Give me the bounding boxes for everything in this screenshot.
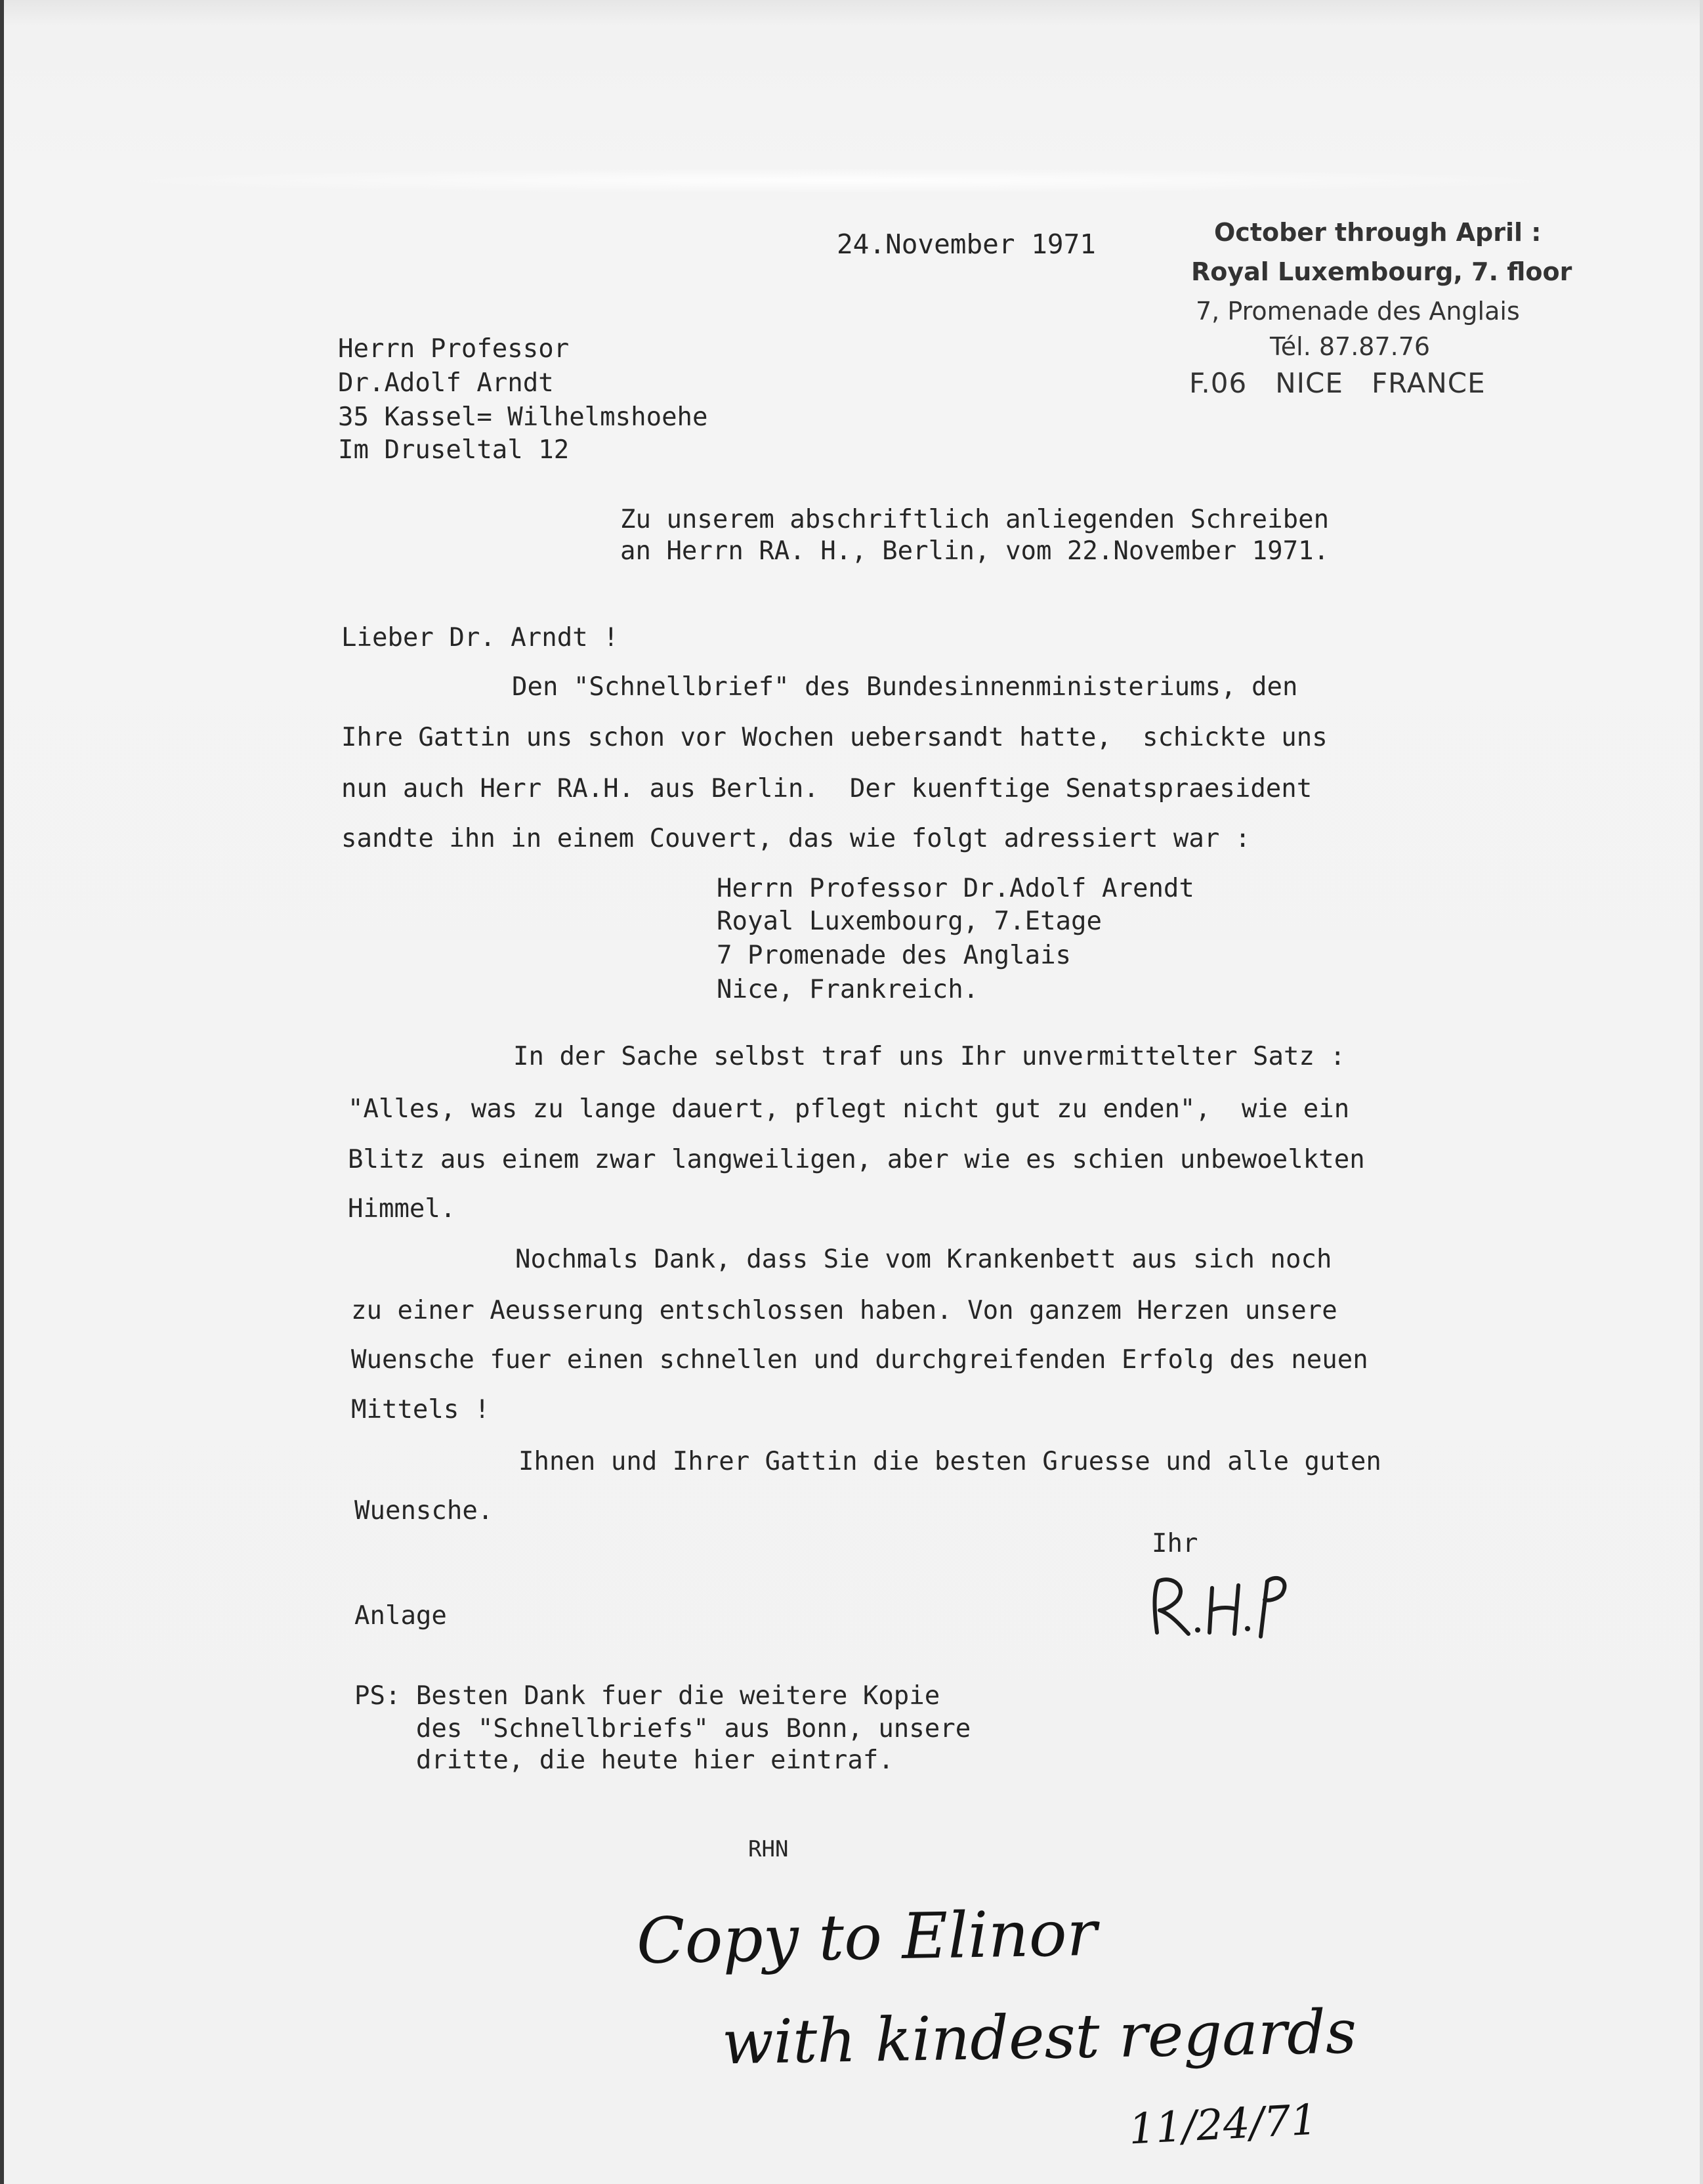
paragraph-line: "Alles, was zu lange dauert, pflegt nicht gut zu enden", wie ein — [348, 1094, 1350, 1124]
letterhead-line-3: 7, Promenade des Anglais — [1196, 297, 1520, 326]
letterhead-line-1: October through April : — [1214, 218, 1542, 247]
letter-date: 24.November 1971 — [837, 228, 1096, 260]
envelope-line: Royal Luxembourg, 7.Etage — [717, 907, 1102, 936]
recipient-line-2: Dr.Adolf Arndt — [338, 368, 554, 398]
paper-crease — [85, 167, 1595, 194]
paragraph-line: sandte ihn in einem Couvert, das wie folgt adressiert war : — [341, 824, 1251, 853]
letterhead-line-2: Royal Luxembourg, 7. floor — [1191, 257, 1572, 286]
scan-edge-left — [0, 0, 4, 2184]
salutation: Lieber Dr. Arndt ! — [341, 623, 619, 653]
paragraph-line: Himmel. — [348, 1194, 456, 1224]
handwritten-date: 11/24/71 — [1127, 2095, 1319, 2154]
postscript-line: dritte, die heute hier eintraf. — [354, 1745, 894, 1775]
paragraph-line: Wuensche. — [354, 1496, 494, 1526]
handwritten-line-1: Copy to Elinor — [636, 1896, 1098, 1979]
paragraph-line: Nochmals Dank, dass Sie vom Krankenbett aus sich noch — [515, 1245, 1332, 1274]
letterhead-line-5: F.06 NICE FRANCE — [1189, 367, 1486, 399]
paragraph-line: nun auch Herr RA.H. aus Berlin. Der kuenftige Senatspraesident — [341, 774, 1313, 803]
envelope-line: 7 Promenade des Anglais — [717, 941, 1072, 970]
recipient-line-4: Im Druseltal 12 — [338, 435, 570, 465]
handwritten-line-2: with kindest regards — [721, 1996, 1357, 2078]
postscript-line: PS: Besten Dank fuer die weitere Kopie — [354, 1681, 940, 1711]
paragraph-line: Den "Schnellbrief" des Bundesinnenministeriums, den — [512, 672, 1298, 702]
paragraph-line: zu einer Aeusserung entschlossen haben. Von ganzem Herzen unsere — [351, 1296, 1337, 1325]
typist-initials: RHN — [748, 1836, 789, 1862]
signature-mark — [1145, 1572, 1296, 1644]
paragraph-line: Wuensche fuer einen schnellen und durchgreifenden Erfolg des neuen — [351, 1345, 1368, 1375]
enclosure-label: Anlage — [354, 1601, 447, 1631]
paragraph-line: Blitz aus einem zwar langweiligen, aber wie es schien unbewoelkten — [348, 1145, 1365, 1174]
paragraph-line: Ihnen und Ihrer Gattin die besten Gruesse und alle guten — [518, 1447, 1381, 1476]
reference-line-1: Zu unserem abschriftlich anliegenden Schreiben — [620, 505, 1330, 534]
envelope-line: Nice, Frankreich. — [717, 975, 979, 1004]
recipient-line-3: 35 Kassel= Wilhelmshoehe — [338, 402, 708, 432]
postscript-line: des "Schnellbriefs" aus Bonn, unsere — [354, 1714, 971, 1744]
scan-edge-right — [1700, 0, 1703, 2184]
paragraph-line: Ihre Gattin uns schon vor Wochen uebersandt hatte, schickte uns — [341, 723, 1328, 752]
reference-line-2: an Herrn RA. H., Berlin, vom 22.November 1971. — [620, 536, 1330, 566]
recipient-line-1: Herrn Professor — [338, 334, 570, 364]
envelope-line: Herrn Professor Dr.Adolf Arendt — [717, 874, 1194, 903]
signature — [1145, 1572, 1296, 1644]
closing: Ihr — [1152, 1529, 1198, 1558]
paragraph-line: In der Sache selbst traf uns Ihr unvermittelter Satz : — [513, 1042, 1345, 1071]
paragraph-line: Mittels ! — [351, 1395, 490, 1424]
letterhead-line-4: Tél. 87.87.76 — [1270, 332, 1431, 361]
